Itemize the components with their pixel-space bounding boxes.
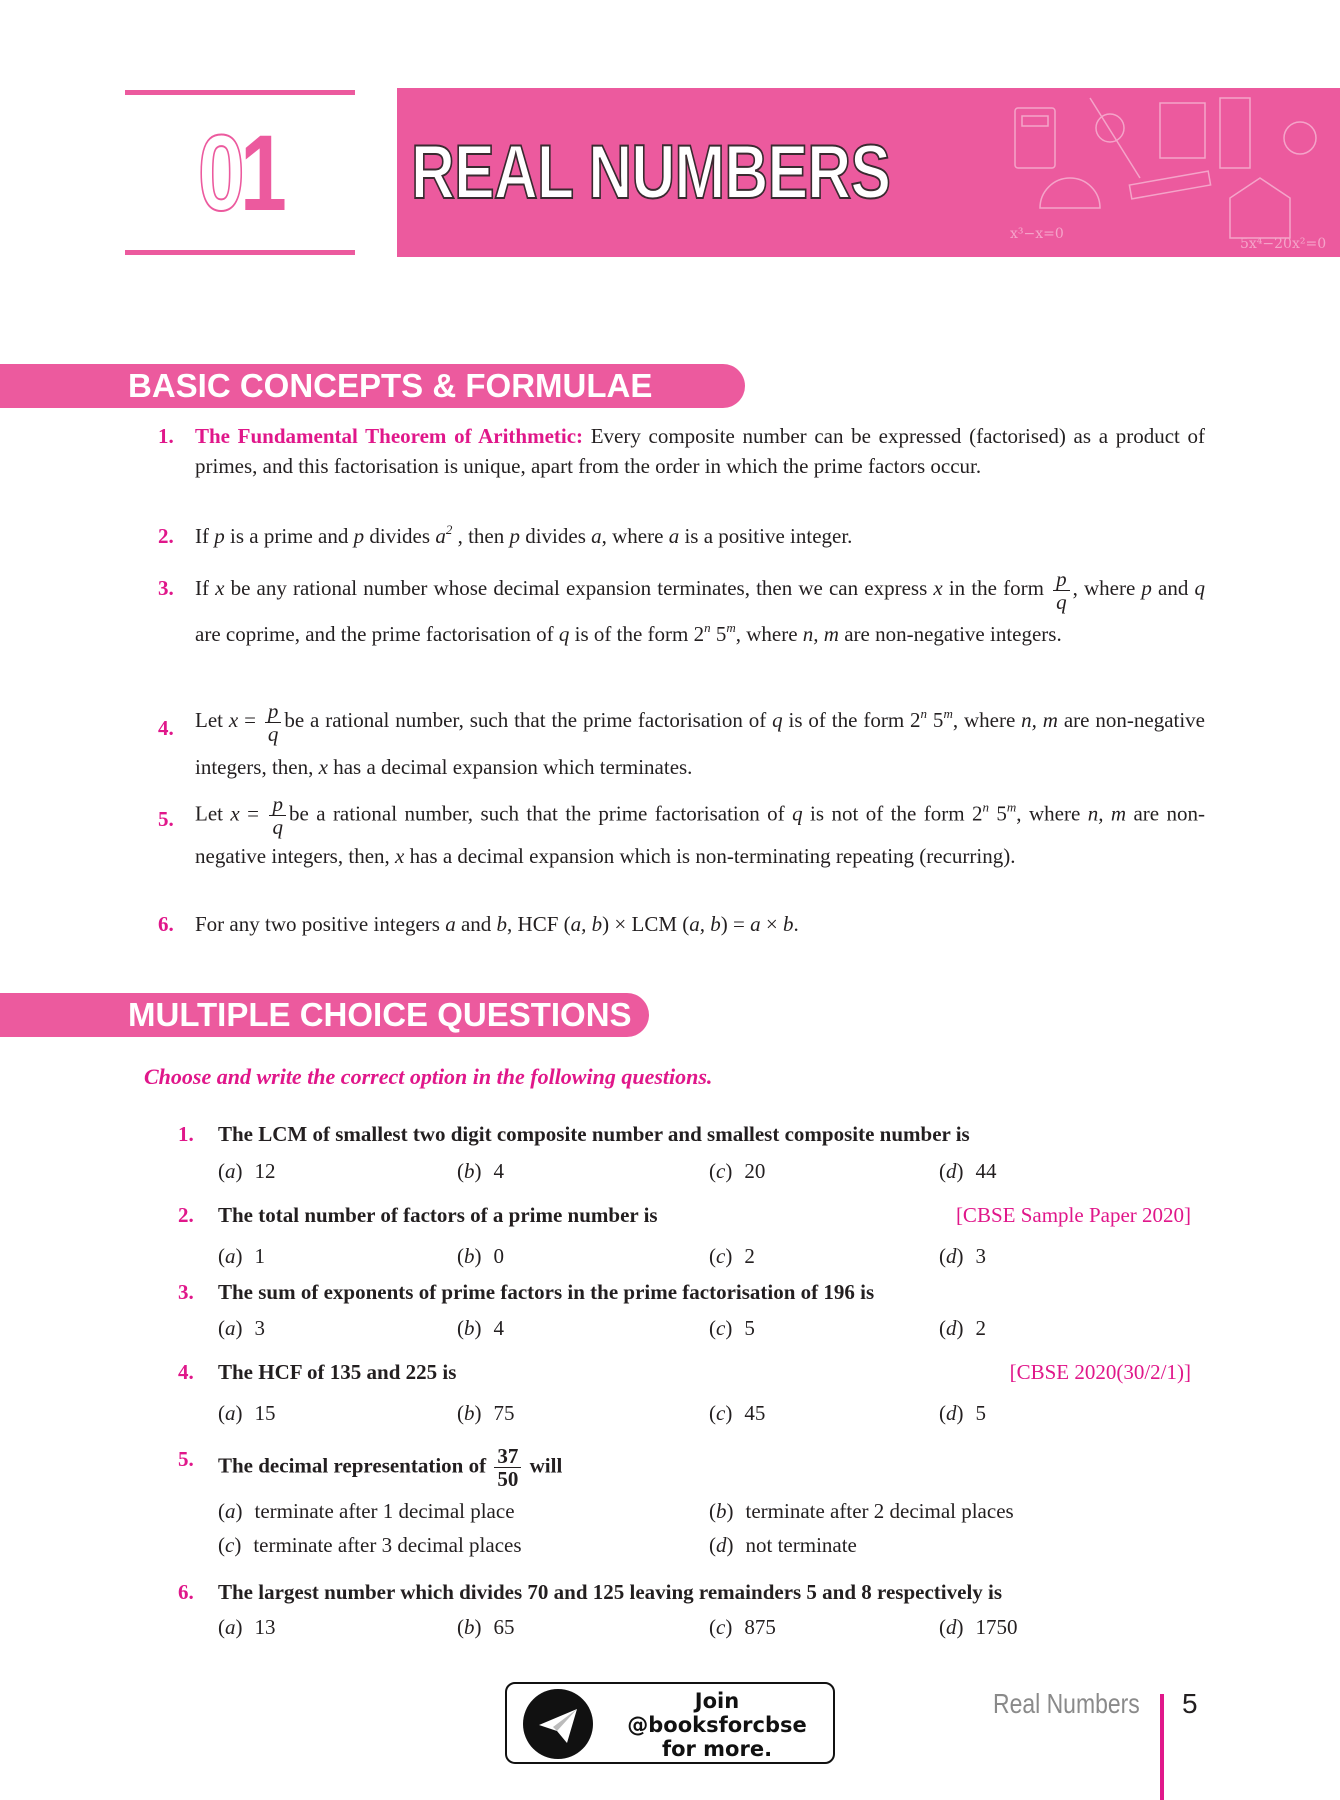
option-letter: c	[716, 1401, 726, 1425]
answer-option[interactable]	[457, 1157, 504, 1185]
text-segment: divides	[364, 524, 436, 548]
text-segment: be any rational number whose decimal expansion terminates, then we can express	[224, 576, 934, 600]
answer-option[interactable]	[457, 1399, 515, 1427]
text-segment: p	[214, 524, 225, 548]
text-segment: b	[782, 912, 794, 936]
answer-option[interactable]	[457, 1242, 504, 1270]
option-letter: a	[225, 1499, 236, 1523]
answer-option[interactable]	[218, 1613, 276, 1641]
telegram-promo-box[interactable]	[505, 1682, 835, 1764]
answer-option[interactable]	[709, 1613, 776, 1641]
option-letter: a	[225, 1615, 236, 1639]
fraction-numerator: 37	[494, 1445, 521, 1468]
answer-option[interactable]	[218, 1399, 276, 1427]
concept-item	[158, 793, 1205, 874]
option-letter: c	[716, 1159, 726, 1183]
option-label: (d)	[939, 1244, 964, 1268]
option-letter: a	[225, 1159, 236, 1183]
option-text: 5	[975, 1401, 986, 1425]
text-segment: a	[445, 912, 456, 936]
chapter-title: REAL NUMBERS	[411, 130, 891, 215]
option-text: 12	[254, 1159, 276, 1183]
text-segment: are non-negative integers, then,	[195, 801, 1206, 868]
option-text: 45	[744, 1401, 766, 1425]
text-segment: has a decimal expansion which is non-terminating repeating (recurring).	[404, 844, 1016, 868]
superscript: n	[982, 799, 989, 815]
concept-item	[158, 698, 1205, 789]
question-number: 1.	[178, 1122, 194, 1146]
text-segment: m	[1042, 708, 1058, 732]
option-label: (a)	[218, 1615, 243, 1639]
text-segment: For any two positive integers	[195, 912, 446, 936]
text-segment: are non-negative integers, then,	[195, 708, 1206, 779]
option-text: 3	[254, 1316, 265, 1340]
text-segment: , where	[1072, 576, 1142, 600]
option-text: 15	[254, 1401, 276, 1425]
answer-option[interactable]	[709, 1242, 755, 1270]
text-segment: has a decimal expansion which terminates.	[327, 754, 693, 779]
item-number: 2.	[158, 524, 174, 548]
text-segment: , where	[735, 621, 803, 646]
option-text: 75	[493, 1401, 515, 1425]
item-number: 5.	[158, 807, 174, 831]
text-segment: x	[933, 576, 943, 600]
text-segment: Every composite number can be expressed (factorised) as a product of primes, and this factorisation is unique, apart from the order in which the prime factors occur.	[195, 424, 1206, 478]
item-number: 6.	[158, 912, 174, 936]
answer-option[interactable]	[939, 1157, 997, 1185]
question-text	[218, 1278, 1208, 1306]
text-segment: 5	[988, 801, 1007, 826]
answer-option[interactable]	[457, 1613, 515, 1641]
mcq-instruction: Choose and write the correct option in the following questions.	[144, 1064, 713, 1089]
text-segment: p	[509, 524, 520, 548]
answer-option[interactable]	[709, 1157, 765, 1185]
text-segment: a	[668, 524, 680, 548]
option-label: (a)	[218, 1401, 243, 1425]
option-letter: b	[464, 1401, 475, 1425]
question-text-segment: The largest number which divides 70 and 125 leaving remainders 5 and 8 respectively is	[218, 1580, 1003, 1604]
chapter-top-rule	[125, 90, 355, 95]
text-segment: x	[230, 801, 240, 826]
promo-line: Join	[694, 1689, 740, 1713]
fraction-numerator: p	[1053, 568, 1070, 591]
text-segment: are coprime, and the prime factorisation of	[195, 621, 559, 646]
chapter-bottom-rule	[125, 250, 355, 255]
fraction-denominator: q	[1056, 589, 1067, 614]
option-letter: d	[946, 1615, 957, 1639]
question	[178, 1120, 1208, 1148]
text-segment: is not of the form 2	[802, 801, 983, 826]
option-text: 5	[744, 1316, 755, 1340]
concept-item	[158, 909, 1205, 939]
fraction	[269, 793, 286, 838]
fraction-numerator: p	[265, 700, 282, 723]
item-number: 3.	[158, 576, 174, 600]
question-text	[218, 1120, 1208, 1148]
option-text: 4	[493, 1316, 504, 1340]
answer-option[interactable]	[709, 1399, 765, 1427]
answer-option[interactable]	[939, 1399, 986, 1427]
option-text: 2	[975, 1316, 986, 1340]
text-segment: If	[195, 576, 216, 600]
answer-option[interactable]	[218, 1531, 522, 1559]
question-text-segment: The total number of factors of a prime number is	[218, 1203, 658, 1227]
option-letter: c	[716, 1615, 726, 1639]
option-label: (d)	[939, 1401, 964, 1425]
option-text: 44	[975, 1159, 997, 1183]
option-label: (b)	[457, 1615, 482, 1639]
option-text: 3	[975, 1244, 986, 1268]
option-letter: b	[464, 1316, 475, 1340]
option-text: 13	[254, 1615, 276, 1639]
text-segment: , HCF (	[507, 912, 571, 936]
question	[178, 1201, 1208, 1229]
fraction	[265, 700, 282, 745]
answer-option[interactable]	[939, 1242, 986, 1270]
text-segment: =	[239, 801, 267, 826]
promo-line: for more.	[661, 1737, 773, 1761]
option-text: 875	[744, 1615, 776, 1639]
option-label: (c)	[709, 1615, 733, 1639]
fraction-denominator: 50	[497, 1467, 519, 1491]
answer-option[interactable]	[218, 1242, 265, 1270]
item-text	[195, 521, 1205, 551]
text-segment: , where	[952, 708, 1022, 732]
page-number: 5	[1182, 1688, 1198, 1719]
question-source: [CBSE 2020(30/2/1)]	[1009, 1360, 1191, 1384]
answer-option[interactable]	[939, 1314, 986, 1342]
text-segment: =	[238, 708, 262, 732]
text-segment: be a rational number, such that the prime factorisation of	[288, 801, 793, 826]
text-segment: n, m	[1087, 801, 1127, 826]
chapter-banner	[397, 88, 1340, 257]
text-segment: is a positive integer.	[679, 524, 853, 548]
text-segment: , where	[1016, 801, 1088, 826]
option-letter: d	[716, 1533, 727, 1557]
text-segment: p	[353, 524, 365, 548]
option-text: terminate after 1 decimal place	[254, 1499, 515, 1523]
item-number: 4.	[158, 716, 174, 740]
footer-divider	[1160, 1694, 1164, 1800]
text-segment: q	[772, 708, 783, 732]
text-segment: b	[496, 912, 508, 936]
answer-option[interactable]	[709, 1314, 755, 1342]
option-label: (b)	[457, 1401, 482, 1425]
option-letter: a	[225, 1316, 236, 1340]
option-text: 20	[744, 1159, 766, 1183]
answer-option[interactable]	[709, 1531, 857, 1559]
answer-option[interactable]	[218, 1497, 515, 1525]
text-segment: is of the form 2	[569, 621, 705, 646]
question-text-segment: The decimal representation of	[218, 1453, 487, 1478]
question-number: 3.	[178, 1280, 194, 1304]
option-label: (d)	[939, 1615, 964, 1639]
text-segment: m	[823, 621, 839, 646]
text-segment: a	[750, 912, 761, 936]
superscript: m	[726, 619, 736, 635]
question-text	[218, 1445, 1208, 1490]
option-label: (d)	[939, 1316, 964, 1340]
option-label: (d)	[939, 1159, 964, 1183]
option-label: (c)	[709, 1401, 733, 1425]
option-text: 65	[493, 1615, 515, 1639]
option-text: terminate after 3 decimal places	[253, 1533, 522, 1557]
text-segment: n,	[802, 621, 819, 646]
superscript: 2	[445, 522, 453, 537]
superscript: n	[920, 706, 928, 721]
text-segment: q	[1194, 576, 1205, 600]
text-segment: q	[558, 621, 570, 646]
answer-option[interactable]	[218, 1157, 276, 1185]
text-segment: n,	[1021, 708, 1037, 732]
question-text-segment: will	[529, 1453, 563, 1478]
option-letter: d	[946, 1244, 957, 1268]
question-number: 5.	[178, 1447, 194, 1471]
question	[178, 1445, 1208, 1490]
promo-handle: @booksforcbse	[627, 1713, 807, 1737]
option-text: 1750	[975, 1615, 1018, 1639]
text-segment: are non-negative integers.	[838, 621, 1062, 646]
footer-chapter-name: Real Numbers	[993, 1688, 1140, 1719]
option-label: (c)	[709, 1316, 733, 1340]
option-letter: b	[716, 1499, 727, 1523]
svg-text:x³−x=0: x³−x=0	[1010, 226, 1064, 242]
text-segment: be a rational number, such that the prime factorisation of	[284, 708, 773, 732]
question-text-segment: The LCM of smallest two digit composite number and smallest composite number is	[218, 1122, 970, 1146]
text-segment: If	[195, 524, 215, 548]
question	[178, 1278, 1208, 1306]
question	[178, 1358, 1208, 1386]
fraction-denominator: q	[272, 815, 283, 839]
option-label: (b)	[709, 1499, 734, 1523]
option-label: (b)	[457, 1316, 482, 1340]
text-segment: x	[215, 576, 225, 600]
question-source: [CBSE Sample Paper 2020]	[955, 1203, 1191, 1227]
option-text: terminate after 2 decimal places	[745, 1499, 1014, 1523]
option-text: not terminate	[745, 1533, 857, 1557]
option-label: (a)	[218, 1499, 243, 1523]
superscript: m	[1006, 799, 1017, 815]
superscript: m	[943, 706, 953, 721]
text-segment: is of the form 2	[782, 708, 921, 732]
text-segment: , then	[452, 524, 510, 548]
item-text	[195, 793, 1205, 874]
text-segment: 5	[710, 621, 727, 646]
option-label: (c)	[709, 1244, 733, 1268]
option-letter: c	[716, 1316, 726, 1340]
fraction-numerator: p	[269, 793, 286, 816]
text-segment: The Fundamental Theorem of Arithmetic:	[195, 424, 584, 448]
item-text	[195, 698, 1205, 789]
fraction-denominator: q	[267, 721, 279, 746]
telegram-icon	[523, 1689, 593, 1759]
option-label: (a)	[218, 1244, 243, 1268]
option-letter: b	[464, 1159, 475, 1183]
text-segment: x	[228, 708, 239, 732]
question-number: 6.	[178, 1580, 194, 1604]
option-letter: c	[716, 1244, 726, 1268]
question-text-segment: The sum of exponents of prime factors in the prime factorisation of 196 is	[218, 1280, 875, 1304]
superscript: n	[704, 619, 711, 635]
answer-option[interactable]	[218, 1314, 265, 1342]
option-letter: b	[464, 1615, 475, 1639]
svg-text:5x⁴−20x²=0: 5x⁴−20x²=0	[1240, 236, 1327, 252]
text-segment: Let	[195, 801, 231, 826]
concept-item	[158, 421, 1205, 481]
text-segment: and	[1151, 576, 1195, 600]
option-text: 1	[254, 1244, 265, 1268]
question-number: 2.	[178, 1203, 194, 1227]
option-letter: c	[225, 1533, 235, 1557]
option-text: 0	[493, 1244, 504, 1268]
text-segment: p	[1141, 576, 1152, 600]
concept-item	[158, 521, 1205, 551]
option-text: 2	[744, 1244, 755, 1268]
text-segment: ) × LCM (	[602, 912, 690, 936]
option-text: 4	[493, 1159, 504, 1183]
doodle-illustration-icon	[1000, 88, 1340, 257]
question-text-segment: The HCF of 135 and 225 is	[218, 1360, 457, 1384]
chapter-number	[150, 112, 329, 233]
text-segment: a, b	[570, 912, 603, 936]
text-segment: a	[435, 524, 446, 548]
text-segment: in the form	[942, 576, 1051, 600]
promo-text	[607, 1689, 827, 1761]
text-segment: a, b	[689, 912, 721, 936]
chapter-number-solid: 1	[240, 112, 283, 233]
option-letter: b	[464, 1244, 475, 1268]
text-segment: .	[793, 912, 799, 936]
answer-option[interactable]	[939, 1613, 1018, 1641]
option-letter: d	[946, 1159, 957, 1183]
option-label: (b)	[457, 1244, 482, 1268]
option-label: (a)	[218, 1316, 243, 1340]
option-label: (a)	[218, 1159, 243, 1183]
option-letter: a	[225, 1244, 236, 1268]
option-letter: d	[946, 1316, 957, 1340]
text-segment: is a prime and	[224, 524, 354, 548]
text-segment: 5	[927, 708, 944, 732]
answer-option[interactable]	[457, 1314, 504, 1342]
item-text	[195, 567, 1205, 655]
question-text	[218, 1578, 1208, 1606]
item-number: 1.	[158, 424, 174, 448]
text-segment: x	[318, 754, 328, 779]
option-label: (d)	[709, 1533, 734, 1557]
item-text	[195, 909, 1205, 939]
text-segment: Let	[195, 708, 229, 732]
option-label: (c)	[709, 1159, 733, 1183]
text-segment: ) =	[720, 912, 751, 936]
text-segment: a	[591, 524, 602, 548]
section-heading-mcq: MULTIPLE CHOICE QUESTIONS	[0, 993, 649, 1037]
option-label: (b)	[457, 1159, 482, 1183]
fraction	[494, 1445, 521, 1490]
text-segment: x	[395, 844, 405, 868]
option-label: (c)	[218, 1533, 242, 1557]
chapter-number-outline: 0	[197, 112, 240, 233]
question-number: 4.	[178, 1360, 194, 1384]
text-segment: divides	[519, 524, 592, 548]
text-segment: and	[455, 912, 497, 936]
section-heading-basic-concepts: BASIC CONCEPTS & FORMULAE	[0, 364, 745, 408]
option-letter: d	[946, 1401, 957, 1425]
option-letter: a	[225, 1401, 236, 1425]
question	[178, 1578, 1208, 1606]
fraction	[1053, 568, 1070, 613]
answer-option[interactable]	[709, 1497, 1014, 1525]
item-text	[195, 421, 1205, 481]
text-segment: ×	[760, 912, 783, 936]
text-segment: , where	[601, 524, 669, 548]
text-segment: q	[792, 801, 803, 826]
concept-item	[158, 567, 1205, 655]
